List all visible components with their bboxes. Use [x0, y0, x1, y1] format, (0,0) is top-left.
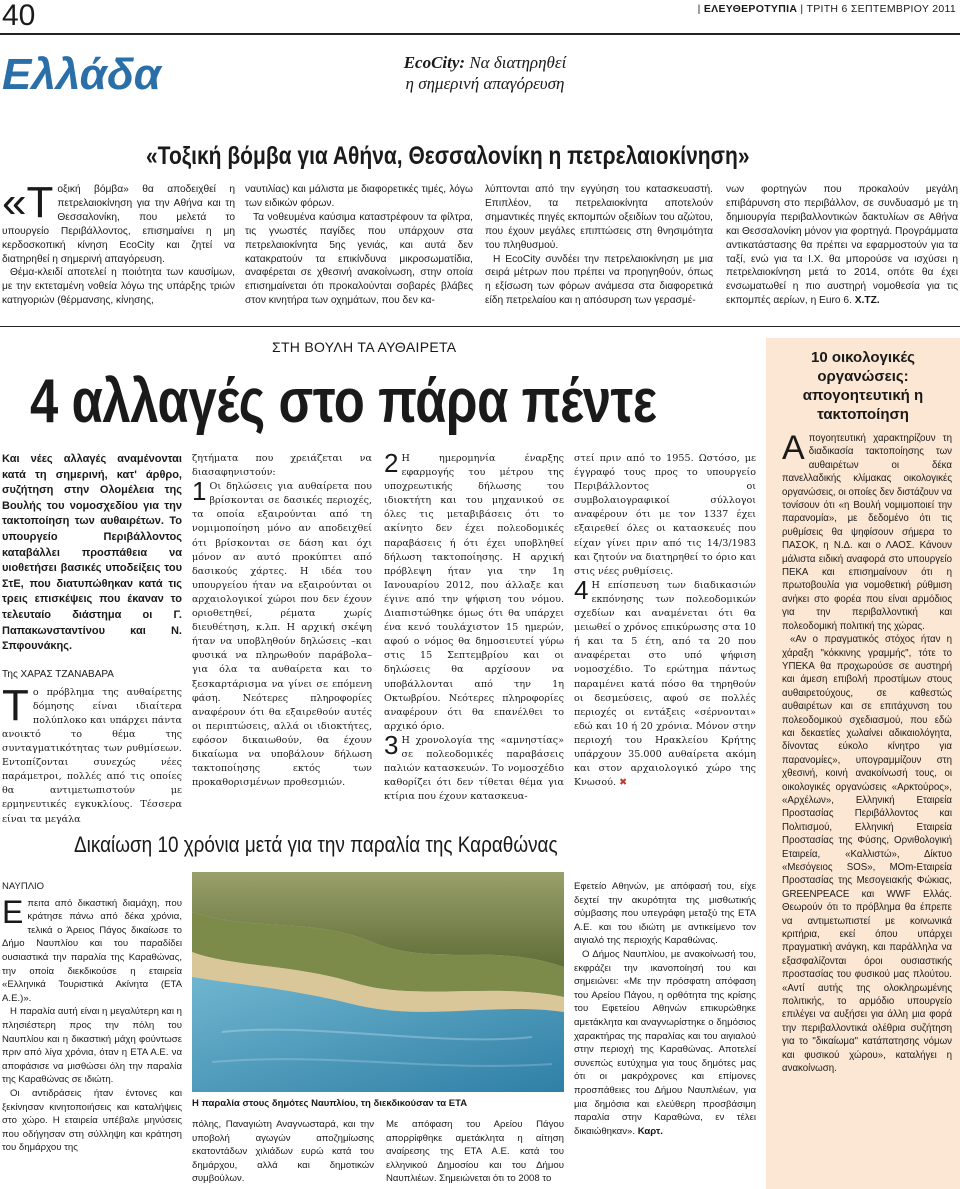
article2-num-2: 2 [384, 448, 399, 478]
end-mark-icon: ✖ [619, 777, 628, 789]
sidebar-p2: «Αν ο πραγματικός στόχος ήταν η χάραξη "κόκκινης γραμμής", τότε το ΥΠΕΚΑ θα προχωρούσε σε αυστηρή και άμεση επιβολή προστίμων στους αυθαιρετούχους, σε καθεστώς αυθαιρέτων και σε επιτάχυνση του πολεοδομικού σχεδιασμού, που εδώ και δεκαετίες χωλαίνει αδικαιολόγητα, δίνοντας εύκολο κίνητρο για παρανομίες», υπογραμμίζουν στη χθεσινή, κοινή ανακοίνωσή τους, οι οικολογικές οργανώσεις «Αρκτούρος», «Αρχέλων», Ελληνική Εταιρεία Προστασίας Περιβάλλοντος και Πολιτισμού, Ελληνική Εταιρεία Προστασίας της Φύσης, Ορνιθολογική Εταιρεία, «Καλλιστώ», Δίκτυο «Μεσόγειος SOS», ΜΟm-Εταιρεία Προστασίας της Μεσογειακής Φώκιας, GREENPEACE και WWF Ελλάς. Θεωρούν ότι το πρόβλημα θα έπρεπε να αντιμετωπιστεί με κοινωνικά κριτήρια, εκεί όπου υπάρχει πραγματική ανάγκη, και παράλληλα να εξασφαλίζονται όροι ουσιαστικής προστασίας του φυσικού μας πλούτου. «Αντί αυτής της ολοκληρωμένης πολιτικής, το αρμόδιο υπουργείο επιλέγει να αυξήσει για άλλη μια φορά την περιβαλλοντικά ολέθρια συζήτηση για το "δικαίωμα" κατάπατησης νόμων και φυσικού χώρου», καταλήγει η ανακοίνωση. [782, 634, 952, 1075]
article1-col1-p1: οξική βόμβα» θα αποδειχθεί η πετρελαιοκίνηση για την Αθήνα και τη Θεσσαλονίκη, που μελετά το υπουργείο Περιβάλλοντος, επισημαίνει η μη κερδοσκοπική κίνηση EcoCity και ζητεί να διατηρηθεί η σημερινή απαγόρευση. [2, 184, 235, 265]
article2-byline: Της ΧΑΡΑΣ ΤΖΑΝΑΒΑΡΑ [2, 668, 114, 680]
article3-col1-p3: Οι αντιδράσεις ήταν έντονες και ξεκίνησαν κινητοποιήσεις και καταλήψεις στο χώρο. Η εταιρεία υπέβαλε μηνύσεις που οδήγησαν στη σύλληψη και κράτηση του δημάρχου της [2, 1087, 182, 1154]
kicker-brand: EcoCity: [403, 53, 466, 72]
article1-headline: «Τοξική βόμβα για Αθήνα, Θεσσαλονίκη η πετρελαιοκίνηση» [146, 142, 750, 170]
article1-col3-p1: λύπτονται από την εγγύηση του κατασκευαστή. Επιπλέον, τα πετρελαιοκίνητα αποτελούν σημαντικές πηγές εκπομπών οξειδίων του αζώτου, που έχουν μεγάλες επιπτώσεις στη θνησιμότητα του πληθυσμού. [485, 184, 713, 251]
issue-date: ΤΡΙΤΗ 6 ΣΕΠΤΕΜΒΡΙΟΥ 2011 [806, 3, 956, 15]
article3-col3-text: Με απόφαση του Αρείου Πάγου απορρίφθηκε αμετάκλητα η αίτηση αναίρεσης της ΕΤΑ Α.Ε. κατά του ελληνικού Δημοσίου και του Δήμου Ναυπλιέων. Σημειώνεται ότι το 2008 το [386, 1119, 564, 1185]
article2-col1-text: ο πρόβλημα της αυθαίρετης δόμησης είναι ιδιαίτερα πολύπλοκο και υπάρχει πάντα ανοικτό το θέμα της συνταγματικότητας των ρυθμίσεων. Εντοπίζονται συνεχώς νέες παράμετροι, πολλές από τις οποίες θα αντιμετωπιστούν με ερμηνευτικές εγκυκλίους. Τέσσερα είναι τα μεγάλα [2, 686, 182, 825]
masthead-line: | ΕΛΕΥΘΕΡΟΤΥΠΙΑ | ΤΡΙΤΗ 6 ΣΕΠΤΕΜΒΡΙΟΥ 2011 [697, 3, 956, 15]
sidebar-box [766, 338, 960, 1189]
article3-signature: Καρτ. [637, 1125, 663, 1137]
article1-col3-p2: Η EcoCity συνδέει την πετρελαιοκίνηση με μια σειρά μέτρων που πρέπει να προηγηθούν, όπως η εξίσωση των φόρων ανάμεσα στα διαφορετικά είδη πετρελαίου και η απόσυρση των γερασμέ- [485, 253, 713, 307]
article2-item3: Η χρονολογία της «αμνηστίας» σε πολεοδομικές παραβάσεις παλιών κατασκευών. Το νομοσχέδιο καθορίζει ότι δεν τίθεται θέμα για κτίρια που έχουν κατασκευα- [384, 734, 564, 803]
beach-photo-illustration [192, 872, 564, 1092]
article1-col1-p2: Θέμα-κλειδί αποτελεί η ποιότητα των καυσίμων, με την εκτεταμένη νοθεία λόγω της υπάρξης τριών κατηγοριών (θέρμανσης, κίνησης, [2, 267, 235, 307]
article3-col1-p2: Η παραλία αυτή είναι η μεγαλύτερη και η πλησιέστερη προς την πόλη του Ναυπλίου και η δικαστική μάχη φούντωσε πριν από λίγα χρόνια, όταν η ΕΤΑ Α.Ε. να αποφάσισε να μισθώσει όλη την παραλία της Καραθώνας σε ιδιώτη. [2, 1006, 182, 1086]
sidebar-p1: πογοητευτική χαρακτηρίζουν τη διαδικασία τακτοποίησης των αυθαιρέτων οι δέκα πανελλαδικής κλίμακας οικολογικές οργανώσεις, οι οποίες δεν διστάζουν να τονίσουν ότι «η Βουλή νομιμοποιεί την παρανομία», με δεδομένο ότι τις ρυθμίσεις θα ψηφίσουν σήμερα το ΠΑΣΟΚ, η Ν.Δ. και ο ΛΑΟΣ. Κάνουν μάλιστα ειδική αναφορά στο υπουργείο ΠΕΚΑ και επισημαίνουν ότι η πρωτοβουλία για νομοθετική ρύθμιση ανήκει στο φορέα που είναι αρμόδιος για την περιβαλλοντική και πολεοδομική πολιτική της χώρας. [782, 433, 952, 632]
article2-col2-intro: ζητήματα που χρειάζεται να διασαφηνιστούν: [192, 453, 372, 479]
photo-caption: Η παραλία στους δημότες Ναυπλίου, τη διεκδικούσαν τα ΕΤΑ [192, 1098, 468, 1109]
kicker [380, 52, 590, 94]
article1-col2-p2: Τα νοθευμένα καύσιμα καταστρέφουν τα φίλτρα, τις γνωστές παγίδες που υπάρχουν στα πετρελαιοκίνητα 5ης γενιάς, και αυτά δεν κατακρατούν τα επικίνδυνα μικροσωματίδια, αναφέρεται σε χθεσινή ανακοίνωση, στην οποία επισημαίνεται ότι προκαλούνται σοβαρές βλάβες στον κινητήρα των οχημάτων, που δεν κα- [245, 211, 473, 307]
article2-headline: 4 αλλαγές στο πάρα πέντε [30, 367, 657, 436]
kicker-text: Να διατηρηθεί [469, 53, 567, 72]
article2-col2 [192, 452, 372, 790]
article1-dropcap: «Τ [2, 178, 54, 227]
article2-item2: Η ημερομηνία έναρξης εφαρμογής του μέτρου της υποχρεωτικής δήλωσης του ιδιοκτήτη και του μηχανικού σε όλες τις μεταβιβάσεις ότι το ακίνητο δεν έχει πολεοδομικές παραβάσεις ή ότι έχει υποβληθεί δήλωση τακτοποίησης. Η αρχική πρόβλεψη ήταν για την 1η Ιανουαρίου 2012, που άλλαξε και έγινε από την ψήφιση του νόμου. Διαπιστώθηκε όμως ότι θα υπάρχει ένα κενό τουλάχιστον 15 ημερών, αφού ο νόμος θα δημοσιευτεί γύρω στις 15 Σεπτεμβρίου και οι δηλώσεις θα αρχίσουν να υποβάλλονται από την 1η Οκτωβρίου. Νεότερες πληροφορίες αναφέρουν ότι θα επανέλθει το αρχικό όριο. [384, 453, 564, 732]
article2-col1 [2, 680, 182, 827]
article3-col2-text: πόλης, Παναγιώτη Αναγνωσταρά, και την υποβολή αγωγών αποζημίωσης εκατοντάδων χιλιάδων ευρώ κατά του δημάρχου, αλλά και δημοτικών συμβούλων. [192, 1119, 374, 1185]
article2-supra: ΣΤΗ ΒΟΥΛΗ ΤΑ ΑΥΘΑΙΡΕΤΑ [272, 339, 457, 355]
sidebar-title: 10 οικολογικές οργανώσεις: απογοητευτική η τακτοποίηση [802, 349, 924, 423]
article2-num-1: 1 [192, 476, 207, 507]
article1-col2 [245, 183, 473, 308]
article3-col4-p2: Ο Δήμος Ναυπλίου, με ανακοίνωσή του, εκφράζει την ικανοποίησή του και σημειώνει: «Με την πρόσφατη απόφαση του Αρείου Πάγου, η ορθότητα της κρίσης του Εφετείου Αθηνών επικυρώθηκε αμετάκλητα και αναγνωρίστηκε ο δημόσιος χαρακτήρας της παραλίας και του αιγιαλού στην περιοχή της Καραθώνας. Αποτελεί συνεπώς ευτύχημα για τους δημότες μας ότι οι μακρόχρονες και επίμονες προσπάθειες του Δήμου Ναυπλιέων, για μια δημόσια και ελεύθερη προσβάσιμη παραλία στην Καραθώνα, εν τέλει δικαιώθηκαν». [574, 948, 756, 1137]
article1-col4 [726, 183, 958, 308]
article2-num-3: 3 [384, 729, 399, 760]
beach-photo [192, 872, 564, 1092]
article2-col3 [384, 448, 564, 804]
header-rule [0, 33, 960, 35]
article1-bottom-rule [0, 326, 960, 327]
article2-item1: Οι δηλώσεις για αυθαίρετα που βρίσκονται σε δασικές περιοχές, τα οποία εξαιρούνται από τη νομιμοποίηση μόνο αν αποδειχθεί ότι βρίσκονται σε δάση και όχι μόνον αν αυτό προκύπτει από δασικούς χάρτες. Η ιδέα του υπουργείου ήταν να εξαιρούνται οι αρχαιολογικοί χώροι που δεν έχουν οριοθετηθεί, ρέματα χωρίς διευθέτηση, κ.λπ. Η αρχική σκέψη ήταν να υποβληθούν δηλώσεις –και φυσικά να πληρωθούν παράβολα– για όλα τα αυθαίρετα και το ξεσκαρτάρισμα να γίνει σε επόμενη φάση. Νεότερες πληροφορίες αναφέρουν ότι θα εξαιρεθούν αυτές οι περιπτώσεις, αλλά οι ιδιοκτήτες, εφόσον δικαιωθούν, θα έχουν δικαίωμα να υποβάλουν δήλωση τακτοποίησης εκτός των προκαθορισμένων προθεσμιών. [192, 481, 372, 789]
sidebar-dropcap: Α [782, 429, 805, 467]
article3-col2 [192, 1118, 374, 1186]
article3-col4 [574, 880, 756, 1138]
article3-col1-p1: πειτα από δικαστική διαμάχη, που κράτησε πάνω από δέκα χρόνια, τελικά ο Άρειος Πάγος δικαίωσε το Δήμο Ναυπλίου και του παραδίδει ουσιαστικά την παραλία της Καραθώνας, την οποία διεκδικούσε η εταιρεία «Ελληνικά Τουριστικά Ακίνητα (ΕΤΑ Α.Ε.)». [2, 897, 182, 1004]
article3-dropcap: Ε [2, 893, 24, 930]
article3-headline: Δικαίωση 10 χρόνια μετά για την παραλία της Καραθώνας [74, 832, 558, 857]
article2-item4: Η επίσπευση των διαδικασιών εκπόνησης των πολεοδομικών σχεδίων και αναμένεται ότι θα μειωθεί ο χρόνος επικύρωσης στα 10 ή και τα 5 έτη, από τα 20 που αναφέρεται στο υπό ψήφιση νομοσχέδιο. Το ερώτημα πάντως παραμένει κατά πόσο θα τηρηθούν οι δεσμεύσεις, αφού σε πολλές περιοχές οι εντάξεις «σέρνονται» εδώ και 10 ή 20 χρόνια. Μόνον στην περιοχή του Ηρακλείου Κρήτης υπάρχουν 35.000 αυθαίρετα ακόμη και στον αρχαιολογικό χώρο της Κνωσού. [574, 579, 756, 789]
paper-name: ΕΛΕΥΘΕΡΟΤΥΠΙΑ [703, 3, 798, 15]
article1-col2-p1: ναυτιλίας) και μάλιστα με διαφορετικές τιμές, λόγω των ειδικών φόρων. [245, 184, 473, 209]
article2-col4 [574, 452, 756, 790]
article3-dateline: ΝΑΥΠΛΙΟ [2, 881, 45, 892]
article2-col4-p1: στεί πριν από το 1955. Ωστόσο, με έγγραφό τους προς το υπουργείο Περιβάλλοντος οι συμβολαιογραφικοί σύλλογοι αναφέρουν ότι με τον 1337 έχει εξαιρεθεί όλες οι κατασκευές που είχαν γίνει πριν από τις 14/3/1983 και ζητούν να διατηρηθεί το όριο και στις νέες ρυθμίσεις. [574, 453, 756, 577]
page-number: 40 [2, 0, 36, 32]
article1-col4-p1: νων φορτηγών που προκαλούν μεγάλη επιβάρυνση στο περιβάλλον, σε συνδυασμό με τη δημιουργία περιβαλλοντικών δακτυλίων σε Αθήνα και Θεσσαλονίκη μόνον για φορτηγά. Προγράμματα αντικατάστασης θα πρέπει να εφαρμοστούν για τα ταξί, ενώ για τα Ι.Χ. θα μπορούσε να ισχύσει η πετρελαιοκίνηση μετά το 2014, οπότε θα έχει ενσωματωθεί η πιο αυστηρή νομοθεσία για τις εκπομπές αερίων, η Euro 6. [726, 184, 958, 307]
article2-dropcap: Τ [2, 680, 29, 730]
kicker-line2: η σημερινή απαγόρευση [405, 74, 565, 93]
article1-col3 [485, 183, 713, 308]
article1-signature: Χ.ΤΖ. [854, 295, 880, 307]
sidebar-body [782, 429, 952, 1076]
article1-col1 [2, 178, 235, 308]
article2-num-4: 4 [574, 574, 589, 605]
section-title: Ελλάδα [2, 50, 162, 99]
article3-col4-p1: Εφετείο Αθηνών, με απόφασή του, είχε δεχτεί την ακυρότητα της μισθωτικής σύμβασης που υπεγράφη μεταξύ της ΕΤΑ Α.Ε. και του ιδιώτη με αντικείμενο τον αιγιαλό της περιοχής Καραθώνας. [574, 881, 756, 947]
article2-lead-block [2, 452, 182, 827]
article3-col1 [2, 880, 182, 1155]
article2-lead: Και νέες αλλαγές αναμένονται κατά τη σημερινή, κατ' άρθρο, συζήτηση στην Ολομέλεια της Βουλής του νομοσχεδίου για την τακτοποίηση των αυθαιρέτων. Το υπουργείο Περιβάλλοντος καταβάλλει προσπάθεια να υιοθετήσει βασικές υποδείξεις του ΣτΕ, που διατυπώθηκαν κατά τις τρεις επισκέψεις που έκαναν το τελευταίο διάστημα οι Γ. Παπακωνσταντίνου και Ν. Σπφουνάκης. [2, 453, 182, 653]
article3-col3 [386, 1118, 564, 1186]
